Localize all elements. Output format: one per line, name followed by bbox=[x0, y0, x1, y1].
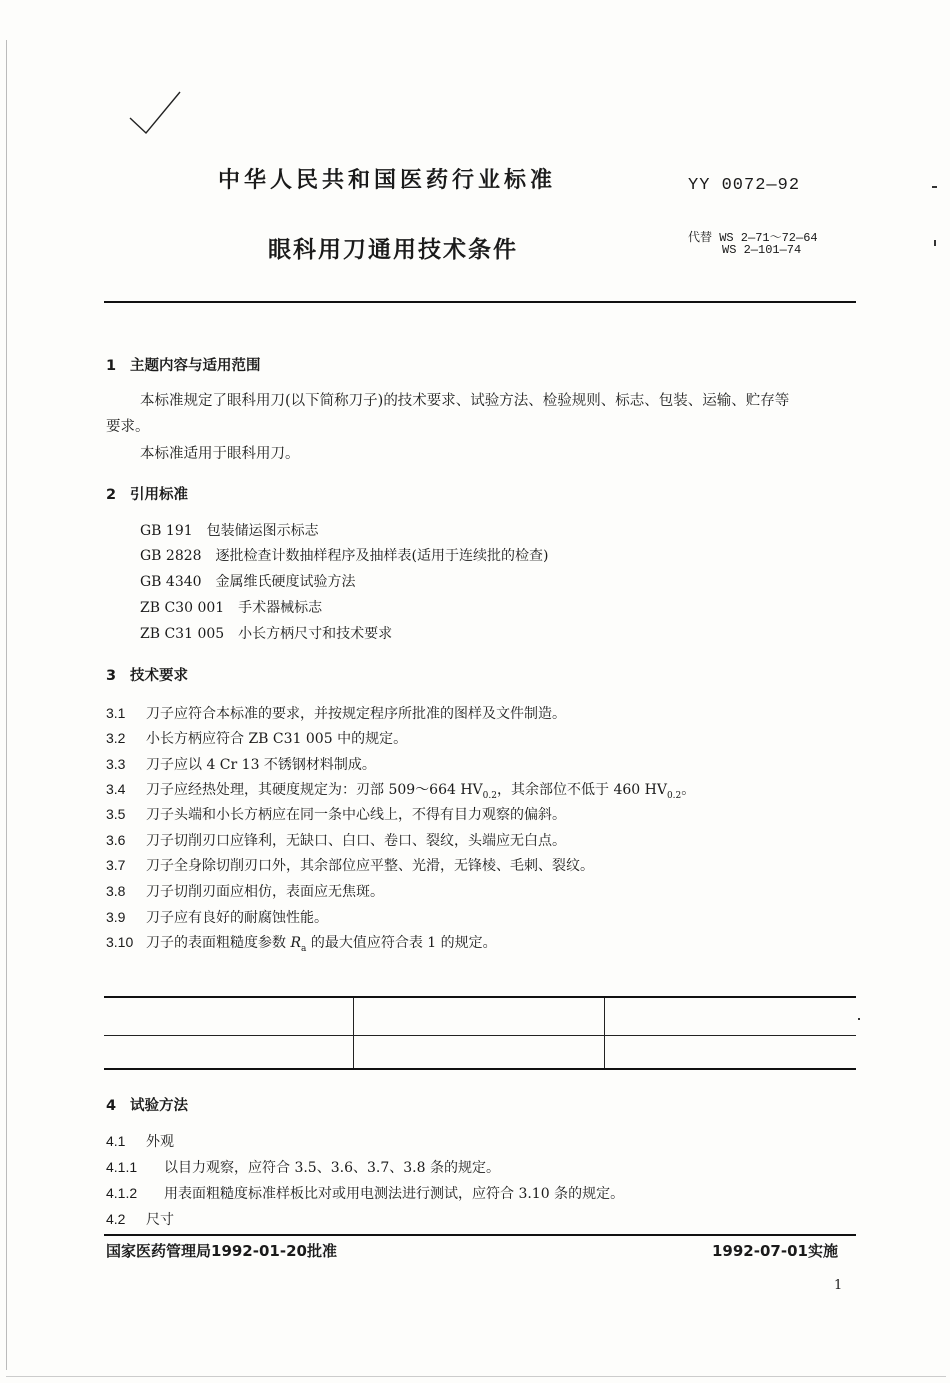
scan-speck bbox=[932, 186, 937, 188]
table-header-cell bbox=[605, 997, 857, 1036]
reference-item: ZB C30 001 手术器械标志 bbox=[140, 600, 323, 616]
replaces-line-2: WS 2—101—74 bbox=[722, 243, 802, 257]
clause-3-8: 3.8 刀子切削刃面应相仿，表面应无焦斑。 bbox=[106, 883, 384, 900]
reference-item: ZB C31 005 小长方柄尺寸和技术要求 bbox=[140, 626, 393, 642]
standard-code: YY 0072—92 bbox=[688, 176, 801, 195]
header-rule bbox=[104, 301, 856, 303]
scan-speck bbox=[934, 240, 936, 246]
section-4-heading: 4 试验方法 bbox=[106, 1098, 188, 1114]
table-header-cell bbox=[104, 997, 354, 1036]
footer-rule bbox=[104, 1234, 856, 1236]
clause-3-6: 3.6 刀子切削刃口应锋利，无缺口、白口、卷口、裂纹，头端应无白点。 bbox=[106, 832, 566, 849]
approval-text: 国家医药管理局1992-01-20批准 bbox=[106, 1242, 337, 1260]
scan-edge-left bbox=[6, 40, 7, 1370]
clause-3-5: 3.5 刀子头端和小长方柄应在同一条中心线上，不得有目力观察的偏斜。 bbox=[106, 806, 566, 823]
clause-4-1: 4.1 外观 bbox=[106, 1133, 174, 1150]
clause-3-9: 3.9 刀子应有良好的耐腐蚀性能。 bbox=[106, 909, 328, 926]
table-cell bbox=[104, 1036, 354, 1070]
section-3-heading: 3 技术要求 bbox=[106, 668, 188, 684]
table-header-row bbox=[104, 997, 856, 1036]
section-1-para-2: 本标准适用于眼科用刀。 bbox=[140, 446, 300, 462]
section-1-para-1-line-2: 要求。 bbox=[106, 419, 150, 435]
replaces-line-1: 代替 WS 2—71～72—64 bbox=[688, 231, 818, 245]
scan-speck bbox=[858, 1018, 860, 1020]
effective-date: 1992-07-01实施 bbox=[712, 1242, 838, 1260]
reference-item: GB 4340 金属维氏硬度试验方法 bbox=[140, 574, 356, 590]
table-cell bbox=[605, 1036, 857, 1070]
section-1-heading: 1 主题内容与适用范围 bbox=[106, 358, 261, 374]
clause-3-1: 3.1 刀子应符合本标准的要求，并按规定程序所批准的图样及文件制造。 bbox=[106, 705, 566, 722]
clause-3-3: 3.3 刀子应以 4 Cr 13 不锈钢材料制成。 bbox=[106, 756, 376, 773]
roughness-table bbox=[104, 996, 856, 1070]
clause-3-4: 3.4 刀子应经热处理，其硬度规定为：刃部 509～664 $HV_{0.2}$，其余部位不低于 460 $HV_{0.2}$。 bbox=[106, 781, 696, 801]
reference-item: GB 2828 逐批检查计数抽样程序及抽样表(适用于连续批的检查) bbox=[140, 548, 549, 564]
table-header-cell bbox=[354, 997, 605, 1036]
clause-4-1-2: 4.1.2 用表面粗糙度标准样板比对或用电测法进行测试，应符合 3.10 条的规定。 bbox=[106, 1185, 625, 1202]
checkmark-icon bbox=[126, 88, 186, 138]
document-title: 眼科用刀通用技术条件 bbox=[268, 237, 518, 263]
table-cell bbox=[354, 1036, 605, 1070]
clause-4-1-1: 4.1.1 以目力观察，应符合 3.5、3.6、3.7、3.8 条的规定。 bbox=[106, 1159, 500, 1176]
standard-organization: 中华人民共和国医药行业标准 bbox=[218, 168, 557, 193]
scan-edge-bottom bbox=[6, 1376, 946, 1377]
page-number: 1 bbox=[834, 1278, 843, 1293]
clause-3-2: 3.2 小长方柄应符合 ZB C31 005 中的规定。 bbox=[106, 730, 408, 747]
table-row bbox=[104, 1036, 856, 1070]
section-1-para-1-line-1: 本标准规定了眼科用刀(以下简称刀子)的技术要求、试验方法、检验规则、标志、包装、运输、贮存等 bbox=[140, 393, 790, 409]
reference-item: GB 191 包装储运图示标志 bbox=[140, 523, 319, 539]
clause-3-7: 3.7 刀子全身除切削刃口外，其余部位应平整、光滑，无锋棱、毛刺、裂纹。 bbox=[106, 857, 594, 874]
clause-3-10: 3.10 刀子的表面粗糙度参数 $R_a$ 的最大值应符合表 1 的规定。 bbox=[106, 934, 497, 954]
section-2-heading: 2 引用标准 bbox=[106, 487, 188, 503]
clause-4-2: 4.2 尺寸 bbox=[106, 1211, 174, 1228]
